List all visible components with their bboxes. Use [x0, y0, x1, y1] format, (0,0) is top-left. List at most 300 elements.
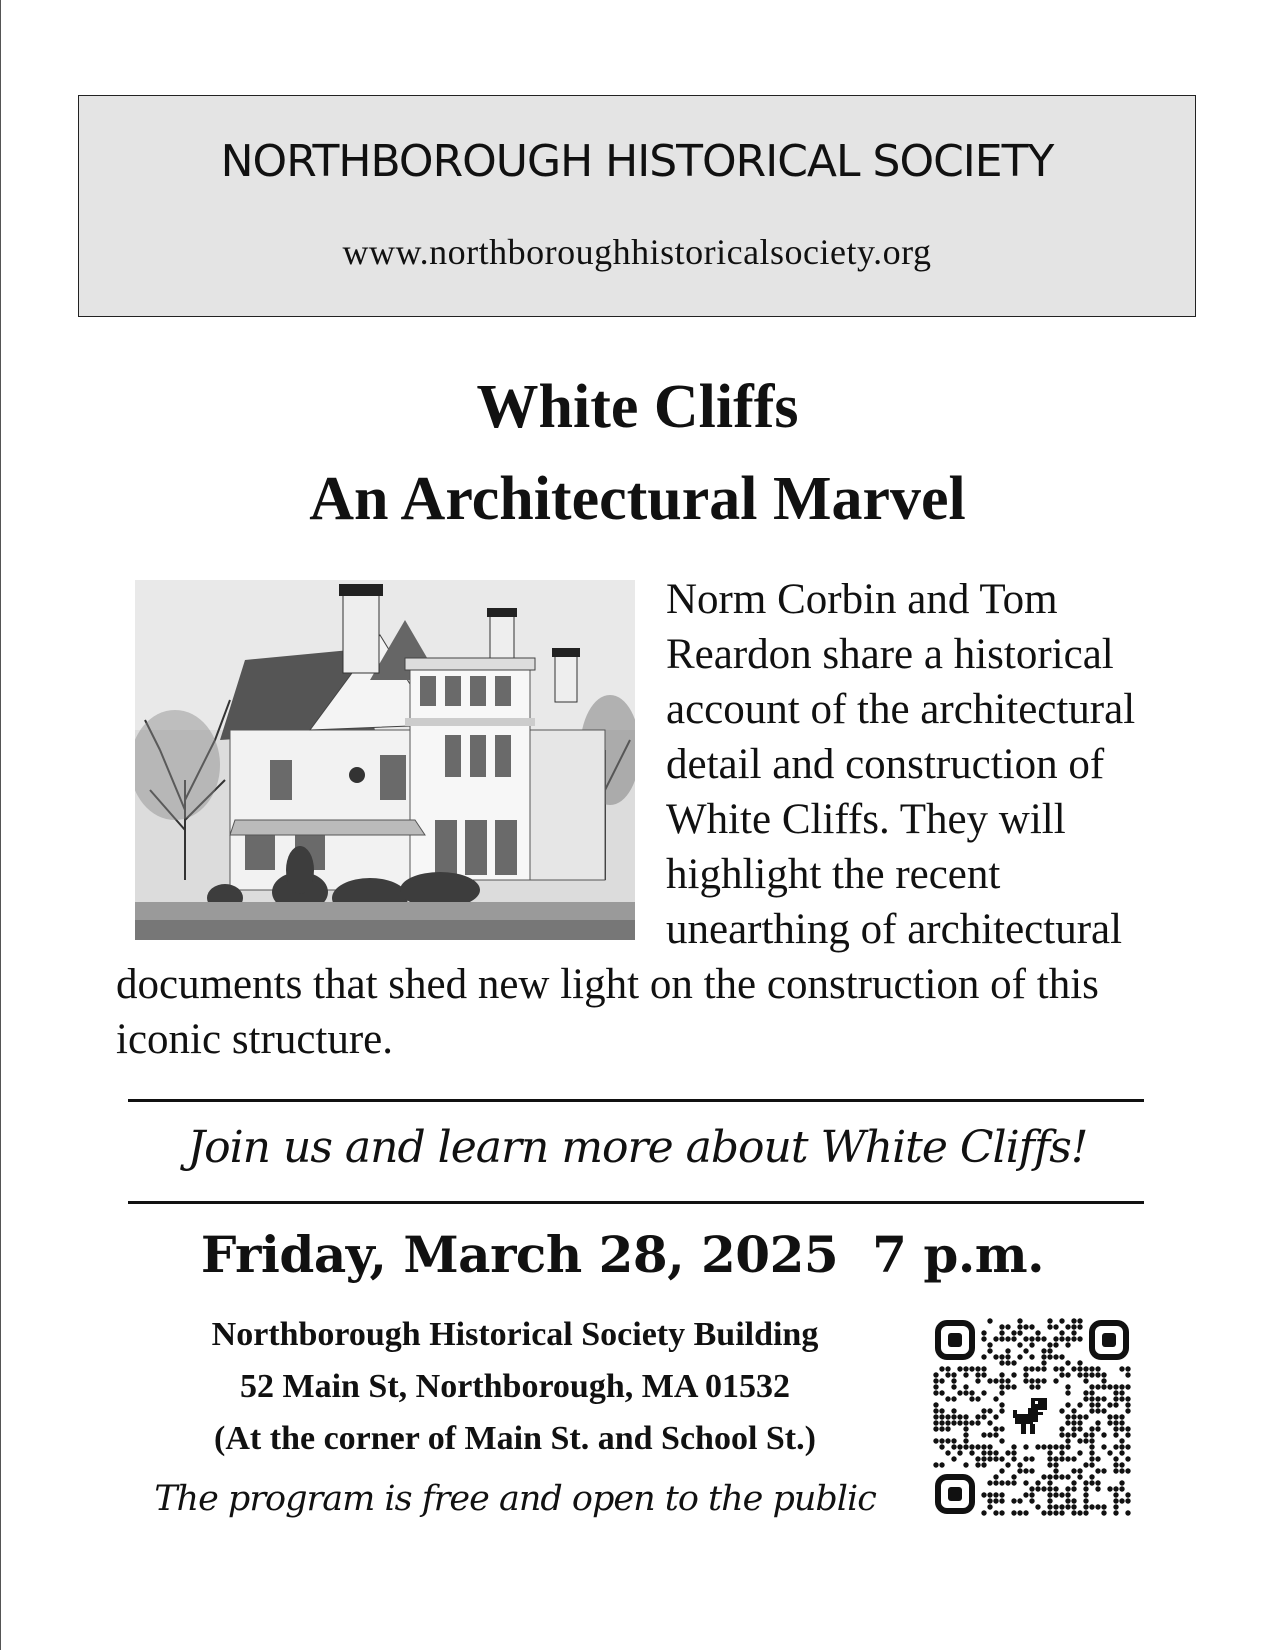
qr-module [1089, 1450, 1094, 1455]
qr-module [1047, 1342, 1052, 1347]
qr-module [993, 1498, 998, 1503]
qr-module [993, 1414, 998, 1419]
qr-module [945, 1414, 950, 1419]
qr-module [1065, 1444, 1070, 1449]
qr-module [1077, 1420, 1082, 1425]
qr-module [1017, 1498, 1022, 1503]
qr-module [1089, 1426, 1094, 1431]
qr-module [1113, 1420, 1118, 1425]
qr-module [1065, 1384, 1070, 1389]
qr-module [1023, 1444, 1028, 1449]
qr-module [1041, 1366, 1046, 1371]
qr-module [1095, 1396, 1100, 1401]
qr-module [1059, 1408, 1064, 1413]
qr-module [1059, 1510, 1064, 1515]
qr-module [1047, 1348, 1052, 1353]
qr-module [1053, 1444, 1058, 1449]
qr-module [1065, 1456, 1070, 1461]
qr-module [1113, 1486, 1118, 1491]
qr-module [1059, 1330, 1064, 1335]
qr-module [1101, 1408, 1106, 1413]
qr-module [1041, 1360, 1046, 1365]
qr-module [1053, 1492, 1058, 1497]
qr-module [1071, 1426, 1076, 1431]
qr-module [1077, 1372, 1082, 1377]
qr-module [1077, 1510, 1082, 1515]
qr-module [1041, 1486, 1046, 1491]
qr-module [1017, 1318, 1022, 1323]
qr-module [981, 1408, 986, 1413]
qr-module [1101, 1510, 1106, 1515]
event-subtitle: An Architectural Marvel [309, 465, 966, 533]
qr-module [1053, 1456, 1058, 1461]
qr-module [957, 1450, 962, 1455]
qr-module [1125, 1426, 1130, 1431]
qr-module [1113, 1396, 1118, 1401]
qr-module [1035, 1330, 1040, 1335]
qr-module [1083, 1372, 1088, 1377]
qr-module [1113, 1390, 1118, 1395]
qr-module [933, 1390, 938, 1395]
qr-module [981, 1444, 986, 1449]
qr-code[interactable] [933, 1318, 1131, 1516]
qr-module [1125, 1408, 1130, 1413]
qr-module [1053, 1366, 1058, 1371]
website-url[interactable]: www.northboroughhistoricalsociety.org [342, 232, 932, 272]
qr-module [963, 1444, 968, 1449]
qr-module [1089, 1366, 1094, 1371]
qr-module [1125, 1468, 1130, 1473]
qr-module [1107, 1402, 1112, 1407]
qr-module [1071, 1408, 1076, 1413]
qr-module [1011, 1372, 1016, 1377]
qr-module [963, 1438, 968, 1443]
qr-module [963, 1426, 968, 1431]
qr-module [1077, 1450, 1082, 1455]
qr-module [963, 1420, 968, 1425]
qr-module [1083, 1510, 1088, 1515]
qr-module [1053, 1354, 1058, 1359]
qr-module [963, 1462, 968, 1467]
qr-module [1005, 1450, 1010, 1455]
qr-module [969, 1444, 974, 1449]
qr-module [963, 1432, 968, 1437]
qr-module [1107, 1384, 1112, 1389]
qr-module [993, 1474, 998, 1479]
qr-module [1065, 1336, 1070, 1341]
qr-module [1041, 1336, 1046, 1341]
qr-module [1065, 1432, 1070, 1437]
qr-module [1089, 1444, 1094, 1449]
qr-module [1005, 1378, 1010, 1383]
qr-module [1089, 1372, 1094, 1377]
qr-module [1023, 1348, 1028, 1353]
qr-module [1119, 1390, 1124, 1395]
qr-module [939, 1378, 944, 1383]
qr-module [993, 1510, 998, 1515]
qr-module [1113, 1498, 1118, 1503]
qr-module [999, 1378, 1004, 1383]
qr-module [1071, 1420, 1076, 1425]
qr-module [999, 1402, 1004, 1407]
qr-module [933, 1414, 938, 1419]
qr-module [1035, 1480, 1040, 1485]
qr-module [1095, 1366, 1100, 1371]
qr-module [1005, 1480, 1010, 1485]
qr-module [1095, 1468, 1100, 1473]
qr-module [957, 1366, 962, 1371]
qr-module [981, 1330, 986, 1335]
qr-module [993, 1480, 998, 1485]
qr-module [981, 1450, 986, 1455]
qr-module [1023, 1456, 1028, 1461]
qr-module [939, 1462, 944, 1467]
qr-module [933, 1438, 938, 1443]
qr-module [957, 1414, 962, 1419]
qr-module [945, 1426, 950, 1431]
qr-module [1095, 1420, 1100, 1425]
qr-module [1071, 1480, 1076, 1485]
qr-module [1071, 1510, 1076, 1515]
qr-module [981, 1492, 986, 1497]
qr-module [1095, 1486, 1100, 1491]
qr-module [945, 1438, 950, 1443]
qr-module [1077, 1474, 1082, 1479]
qr-module [1107, 1414, 1112, 1419]
qr-module [993, 1456, 998, 1461]
qr-module [945, 1420, 950, 1425]
qr-module [999, 1408, 1004, 1413]
qr-module [1029, 1354, 1034, 1359]
qr-module [1053, 1510, 1058, 1515]
qr-module [981, 1390, 986, 1395]
qr-module [999, 1330, 1004, 1335]
qr-module [1017, 1462, 1022, 1467]
qr-module [987, 1378, 992, 1383]
qr-module [981, 1354, 986, 1359]
qr-module [1059, 1432, 1064, 1437]
qr-module [1083, 1396, 1088, 1401]
qr-module [999, 1372, 1004, 1377]
qr-module [1059, 1354, 1064, 1359]
qr-module [1065, 1390, 1070, 1395]
qr-module [933, 1372, 938, 1377]
venue-directions: (At the corner of Main St. and School St.) [214, 1420, 816, 1457]
qr-module [1083, 1432, 1088, 1437]
qr-module [1023, 1378, 1028, 1383]
qr-module [1089, 1432, 1094, 1437]
admission-note: The program is free and open to the public [154, 1479, 876, 1519]
qr-module [1107, 1450, 1112, 1455]
qr-module [1047, 1492, 1052, 1497]
qr-module [1065, 1402, 1070, 1407]
qr-module [1059, 1372, 1064, 1377]
qr-module [987, 1318, 992, 1323]
qr-module [1119, 1480, 1124, 1485]
qr-module [1029, 1498, 1034, 1503]
qr-module [987, 1348, 992, 1353]
qr-module [1029, 1468, 1034, 1473]
qr-module [1023, 1372, 1028, 1377]
qr-module [1029, 1456, 1034, 1461]
qr-module [1119, 1444, 1124, 1449]
qr-module [1083, 1480, 1088, 1485]
qr-module [999, 1360, 1004, 1365]
qr-module [987, 1498, 992, 1503]
qr-module [939, 1366, 944, 1371]
qr-module [1053, 1462, 1058, 1467]
qr-module [1083, 1378, 1088, 1383]
qr-module [957, 1420, 962, 1425]
qr-module [1095, 1480, 1100, 1485]
qr-module [999, 1456, 1004, 1461]
qr-module [993, 1396, 998, 1401]
qr-module [1059, 1318, 1064, 1323]
qr-module [933, 1420, 938, 1425]
qr-module [933, 1384, 938, 1389]
qr-module [1089, 1474, 1094, 1479]
qr-module [1023, 1336, 1028, 1341]
qr-module [1107, 1420, 1112, 1425]
qr-module [1113, 1456, 1118, 1461]
qr-module [1089, 1390, 1094, 1395]
qr-module [975, 1414, 980, 1419]
qr-module [1071, 1468, 1076, 1473]
qr-module [981, 1366, 986, 1371]
qr-module [1113, 1444, 1118, 1449]
qr-module [1119, 1384, 1124, 1389]
qr-module [1041, 1510, 1046, 1515]
qr-module [1089, 1438, 1094, 1443]
qr-module [1125, 1396, 1130, 1401]
qr-module [975, 1444, 980, 1449]
qr-module [1083, 1390, 1088, 1395]
qr-module [951, 1438, 956, 1443]
qr-module [1047, 1318, 1052, 1323]
venue-address: 52 Main St, Northborough, MA 01532 [239, 1368, 791, 1405]
qr-module [987, 1408, 992, 1413]
qr-module [1095, 1372, 1100, 1377]
qr-module [1125, 1366, 1130, 1371]
qr-module [1017, 1510, 1022, 1515]
qr-module [1077, 1426, 1082, 1431]
qr-module [999, 1438, 1004, 1443]
qr-module [945, 1450, 950, 1455]
qr-module [1077, 1318, 1082, 1323]
qr-module [1059, 1492, 1064, 1497]
qr-module [993, 1450, 998, 1455]
qr-module [1011, 1336, 1016, 1341]
qr-module [1029, 1324, 1034, 1329]
qr-module [1053, 1486, 1058, 1491]
qr-module [1053, 1336, 1058, 1341]
qr-module [1089, 1402, 1094, 1407]
qr-module [957, 1444, 962, 1449]
qr-module [1077, 1366, 1082, 1371]
qr-module [1113, 1468, 1118, 1473]
qr-module [1077, 1438, 1082, 1443]
qr-module [987, 1492, 992, 1497]
qr-module [939, 1426, 944, 1431]
qr-module [999, 1510, 1004, 1515]
event-time: 7 p.m. [872, 1225, 1045, 1284]
event-title: White Cliffs [476, 373, 799, 441]
qr-module [1077, 1414, 1082, 1419]
qr-module [1041, 1378, 1046, 1383]
qr-module [1017, 1468, 1022, 1473]
qr-module [987, 1480, 992, 1485]
qr-module [975, 1462, 980, 1467]
qr-module [1119, 1450, 1124, 1455]
qr-module [981, 1414, 986, 1419]
qr-module [975, 1378, 980, 1383]
qr-module [1011, 1456, 1016, 1461]
qr-module [1113, 1432, 1118, 1437]
qr-module [939, 1390, 944, 1395]
qr-module [1023, 1492, 1028, 1497]
qr-module [939, 1420, 944, 1425]
qr-module [1089, 1462, 1094, 1467]
qr-module [1065, 1342, 1070, 1347]
qr-module [1017, 1354, 1022, 1359]
qr-module [1125, 1444, 1130, 1449]
qr-module [981, 1462, 986, 1467]
qr-module [999, 1390, 1004, 1395]
qr-module [993, 1354, 998, 1359]
qr-module [1029, 1336, 1034, 1341]
qr-module [1017, 1342, 1022, 1347]
qr-module [939, 1444, 944, 1449]
qr-module [999, 1324, 1004, 1329]
qr-module [1023, 1510, 1028, 1515]
qr-module [1059, 1474, 1064, 1479]
qr-module [1113, 1426, 1118, 1431]
qr-module [1053, 1468, 1058, 1473]
qr-module [987, 1456, 992, 1461]
qr-module [1119, 1414, 1124, 1419]
qr-module [1065, 1372, 1070, 1377]
qr-module [1047, 1474, 1052, 1479]
qr-module [975, 1420, 980, 1425]
qr-module [1095, 1408, 1100, 1413]
qr-module [1089, 1408, 1094, 1413]
qr-module [939, 1414, 944, 1419]
qr-module [1035, 1486, 1040, 1491]
qr-module [1119, 1366, 1124, 1371]
qr-module [1035, 1384, 1040, 1389]
qr-module [1101, 1504, 1106, 1509]
qr-module [951, 1456, 956, 1461]
qr-module [1119, 1426, 1124, 1431]
qr-module [1029, 1366, 1034, 1371]
qr-module [1005, 1348, 1010, 1353]
qr-module [1101, 1384, 1106, 1389]
qr-module [999, 1498, 1004, 1503]
qr-module [1125, 1510, 1130, 1515]
qr-module [1125, 1498, 1130, 1503]
qr-module [1083, 1492, 1088, 1497]
qr-module [1029, 1384, 1034, 1389]
qr-module [1047, 1456, 1052, 1461]
qr-module [1083, 1366, 1088, 1371]
qr-module [1077, 1360, 1082, 1365]
qr-module [1011, 1360, 1016, 1365]
qr-module [1047, 1510, 1052, 1515]
qr-module [1119, 1438, 1124, 1443]
qr-module [1071, 1432, 1076, 1437]
qr-module [1089, 1456, 1094, 1461]
qr-module [1065, 1414, 1070, 1419]
qr-module [1023, 1480, 1028, 1485]
qr-module [951, 1408, 956, 1413]
qr-module [1047, 1480, 1052, 1485]
qr-module [1125, 1432, 1130, 1437]
qr-module [951, 1396, 956, 1401]
qr-module [1089, 1384, 1094, 1389]
organization-name: NORTHBOROUGH HISTORICAL SOCIETY [220, 136, 1054, 187]
qr-module [1065, 1486, 1070, 1491]
qr-module [951, 1420, 956, 1425]
qr-module [1011, 1498, 1016, 1503]
qr-module [999, 1336, 1004, 1341]
qr-module [1047, 1486, 1052, 1491]
qr-module [987, 1432, 992, 1437]
qr-module [1101, 1444, 1106, 1449]
qr-module [1089, 1396, 1094, 1401]
qr-module [1065, 1360, 1070, 1365]
tagline: Join us and learn more about White Cliffs! [187, 1122, 1088, 1173]
qr-module [1005, 1360, 1010, 1365]
qr-module [1071, 1456, 1076, 1461]
qr-module [1059, 1426, 1064, 1431]
qr-module [969, 1450, 974, 1455]
qr-module [945, 1366, 950, 1371]
qr-module [1065, 1420, 1070, 1425]
event-description: Norm Corbin and Tom Reardon share a historical account of the architectural detail and construction of White Cliffs. They will highlight the recent unearthing of architectural documents that shed new light on the construction of this iconic structure. [116, 576, 1136, 1063]
qr-module [1125, 1456, 1130, 1461]
qr-module [993, 1378, 998, 1383]
qr-module [963, 1366, 968, 1371]
qr-module [1011, 1480, 1016, 1485]
qr-module [1065, 1324, 1070, 1329]
qr-module [1107, 1486, 1112, 1491]
qr-module [1125, 1384, 1130, 1389]
qr-module [975, 1366, 980, 1371]
qr-module [993, 1426, 998, 1431]
qr-module [993, 1432, 998, 1437]
qr-module [933, 1426, 938, 1431]
qr-module [1017, 1330, 1022, 1335]
qr-module [993, 1336, 998, 1341]
qr-module [1035, 1336, 1040, 1341]
qr-module [969, 1366, 974, 1371]
qr-module [1041, 1354, 1046, 1359]
qr-module [1101, 1432, 1106, 1437]
qr-module [1071, 1336, 1076, 1341]
qr-module [975, 1372, 980, 1377]
qr-module [999, 1480, 1004, 1485]
qr-module [1041, 1474, 1046, 1479]
qr-module [1077, 1468, 1082, 1473]
qr-module [1065, 1498, 1070, 1503]
qr-module [1005, 1462, 1010, 1467]
qr-module [1011, 1510, 1016, 1515]
qr-module [1035, 1444, 1040, 1449]
qr-module [1005, 1336, 1010, 1341]
qr-module [1101, 1378, 1106, 1383]
qr-module [1065, 1474, 1070, 1479]
qr-module [1113, 1510, 1118, 1515]
